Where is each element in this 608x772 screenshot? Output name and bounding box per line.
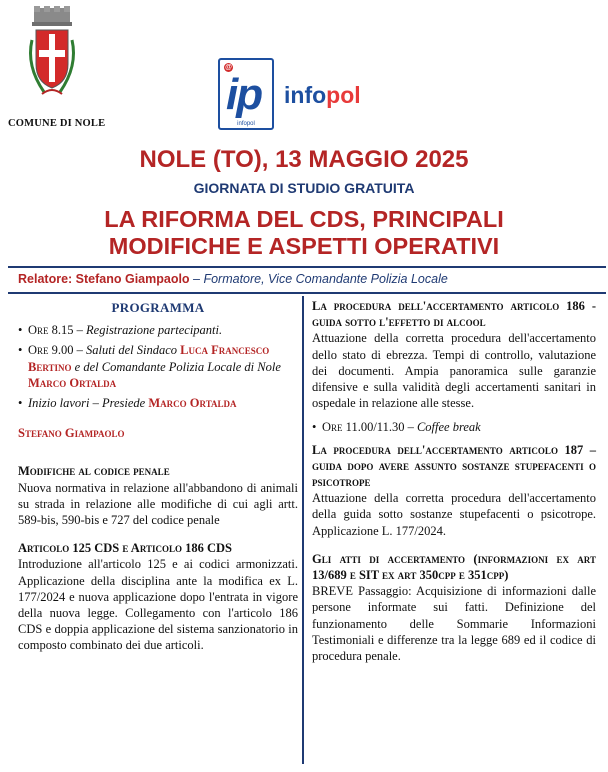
ip-mark: ip [226,70,262,119]
agenda-item [312,419,596,435]
logo-word-info: info [284,82,327,108]
agenda-item [18,322,298,338]
bullet-icon: • [18,323,23,338]
agenda-person: Marco Ortalda [28,375,117,390]
agenda-text: – Registrazione partecipanti. [73,323,223,338]
logo-wordmark [284,82,361,109]
section-title: Articolo 125 CDS e Articolo 186 CDS [18,541,233,556]
municipal-crest-icon [24,6,80,110]
relatore-name: Stefano Giampaolo [75,272,190,286]
infopol-logo [218,58,388,130]
section-body: Nuova normativa in relazione all'abbandono di animali su strada in relazione alle modifiche di cui agli artt. 589-bis, 590-bis e 727 del codice penale [18,480,298,528]
agenda-text: e del Comandante Polizia Locale di Nole [71,359,281,374]
bullet-icon: • [18,396,23,411]
bullet-icon: • [312,420,317,435]
agenda-person: Marco Ortalda [148,396,237,411]
relatore-role: – Formatore, Vice Comandante Polizia Locale [189,272,448,286]
bullet-icon: • [18,343,23,358]
section-body: Attuazione della corretta procedura dell'accertamento dello stato di ebrezza. Tempi di controllo, valutazione dei documenti. Ampia panoramica sulle garanzie difensive e sulla validità degli accertamenti sanitari in ospedale in relazione alle stesse. [312,331,596,411]
course-title-line1: LA RIFORMA DEL CDS, PRINCIPALI [104,206,504,232]
agenda-dash: – [404,420,417,435]
event-subtitle: GIORNATA DI STUDIO GRATUITA [193,180,415,196]
comune-label: COMUNE DI NOLE [8,118,106,129]
agenda-text: Coffee break [416,420,481,435]
agenda-time: Ore 9.00 [28,343,74,358]
speaker-name: Stefano Giampaolo [18,426,125,441]
ip-badge [218,58,274,130]
programma-heading: PROGRAMMA [111,300,205,315]
right-column [312,298,596,676]
agenda-item [18,395,298,411]
section-title: La procedura dell'accertamento articolo 187 – guida dopo avere assunto sostanze stupefacenti o psicotrope [312,442,596,490]
course-title-line2: MODIFICHE E ASPETTI OPERATIVI [108,233,500,259]
section-body: BREVE Passaggio: Acquisizione di informazioni dalle persone informate sui fatti. Definizione del funzionamento delle Sommarie Informazioni Testimoniali e differenze tra la legge 689 ed il codice di procedura penale. [312,584,596,664]
section-body: Attuazione della corretta procedura dell'accertamento della guida sotto sostanze stupefacenti o psicotrope. Applicazione L. 177/2024. [312,491,596,538]
logo-caption: infopol [237,121,255,127]
logo-word-pol: pol [326,82,361,108]
section-title: La procedura dell'accertamento articolo 186 - guida sotto l'effetto di alcool [312,299,596,330]
divider-mid [8,292,606,294]
course-title [0,206,608,260]
agenda-person: Luca Francesco Bertino [28,343,270,374]
agenda-time: Ore 11.00/11.30 [322,420,405,435]
relatore-label: Relatore: [18,272,76,286]
agenda-text: – Saluti del Sindaco [73,343,181,358]
agenda-text: Inizio lavori – Presiede [28,396,149,411]
agenda-item [18,342,298,391]
agenda-time: Ore 8.15 [28,323,74,338]
divider-top [8,266,606,268]
section-title: Modifiche al codice penale [18,464,170,479]
at-icon: @ [225,64,232,71]
event-date-title: NOLE (TO), 13 MAGGIO 2025 [139,146,469,173]
left-column [18,298,298,666]
section-title: Gli atti di accertamento (informazioni ex art 13/689 e SIT ex art 350cpp e 351cpp) [312,551,596,583]
column-divider [302,296,304,764]
section-body: Introduzione all'articolo 125 e ai codici armonizzati. Applicazione della disciplina ante la modifica ex L. 177/2024 e nuova applicazione dopo l'entrata in vigore della nuova legge. Collegamento con l'articolo 186 CDS e doppia applicazione del sistema sanzionatorio in composto combinato dei due articoli. [18,557,298,653]
relatore-line [18,272,448,286]
